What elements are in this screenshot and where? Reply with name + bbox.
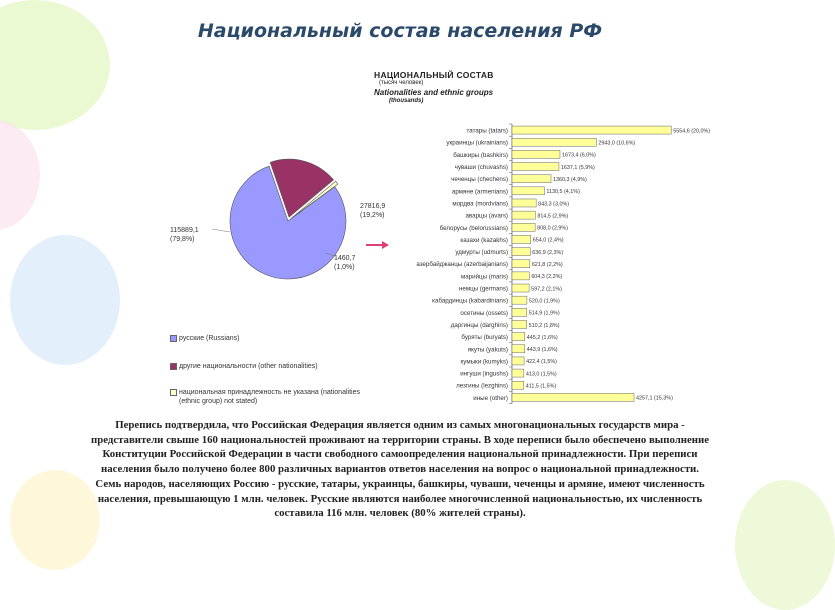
bar-21 bbox=[512, 381, 524, 389]
census-paragraph-2: Семь народов, населяющих Россию - русские, татары, украинцы, башкиры, чуваши, чеченцы и армяне, имеют численность населения, превышающую 1 млн. человек. Русские являются наиболее многочисленной национальностью, их численность составила 116 млн. человек (80% жителей страны). bbox=[95, 477, 705, 520]
bar-value-label: 1130,5 (4,1%) bbox=[546, 189, 580, 196]
bar-2 bbox=[512, 150, 560, 158]
bar-category-label: кумыки (kumyks) bbox=[460, 358, 508, 366]
bar-20 bbox=[512, 369, 524, 377]
bar-value-label: 5554,6 (20,0%) bbox=[673, 128, 711, 135]
bar-category-label: лезгины (lezghins) bbox=[456, 382, 508, 390]
bar-14 bbox=[512, 296, 527, 304]
pie-value-label: 1460,7 bbox=[334, 255, 356, 262]
bar-17 bbox=[512, 333, 525, 341]
bar-0 bbox=[512, 126, 671, 134]
bar-value-label: 1360,3 (4,9%) bbox=[552, 176, 587, 183]
bar-value-label: 445,2 (1,6%) bbox=[526, 334, 558, 341]
bar-chart-title-en: Nationalities and ethnic groups bbox=[374, 88, 494, 97]
legend-swatch-russians bbox=[170, 335, 177, 342]
bar-category-label: аварцы (avars) bbox=[465, 212, 508, 220]
decorative-balloon-green-2 bbox=[735, 480, 835, 610]
bar-category-label: мордва (mordvians) bbox=[452, 200, 508, 208]
bar-9 bbox=[512, 235, 531, 243]
bar-11 bbox=[512, 260, 530, 268]
pie-value-label: 115889,1 bbox=[170, 227, 199, 234]
bar-value-label: 4257,1 (15,3%) bbox=[636, 395, 673, 402]
bar-chart-subtitle: (тысяч человек) bbox=[379, 80, 424, 86]
legend-item-not-stated bbox=[170, 388, 380, 406]
bar-category-label: марийцы (maris) bbox=[460, 273, 508, 281]
legend-swatch-not-stated bbox=[170, 389, 177, 396]
legend-label-russians: русские (Russians) bbox=[179, 335, 240, 342]
bar-value-label: 604,3 (2,2%) bbox=[531, 274, 563, 281]
bar-chart-subtitle-en: (thousands) bbox=[389, 98, 424, 104]
bar-value-label: 510,2 (1,8%) bbox=[528, 322, 560, 329]
pie-percent-label: (79,8%) bbox=[170, 236, 195, 243]
legend-label-other: другие национальности (other nationalities) bbox=[179, 363, 318, 370]
bar-category-label: удмурты (udmurts) bbox=[455, 249, 508, 257]
pie-chart bbox=[160, 150, 390, 290]
bar-value-label: 443,9 (1,6%) bbox=[526, 347, 558, 354]
decorative-balloon-pink bbox=[0, 120, 40, 230]
legend-item-other bbox=[170, 362, 318, 371]
bar-10 bbox=[512, 248, 530, 256]
bar-value-label: 1637,1 (5,9%) bbox=[560, 164, 595, 171]
bar-category-label: башкиры (bashkirs) bbox=[453, 151, 508, 159]
legend-swatch-other bbox=[170, 363, 177, 370]
bar-5 bbox=[512, 187, 544, 195]
bar-15 bbox=[512, 308, 527, 316]
bar-value-label: 514,9 (1,9%) bbox=[528, 310, 560, 317]
decorative-balloon-blue bbox=[10, 235, 120, 365]
bar-value-label: 654,0 (2,4%) bbox=[532, 237, 564, 244]
pie-percent-label: (19,2%) bbox=[360, 212, 385, 219]
bar-category-label: армяне (armenians) bbox=[451, 188, 508, 196]
bar-19 bbox=[512, 357, 524, 365]
pie-value-label: 27816,9 bbox=[360, 203, 386, 210]
bar-category-label: казахи (kazakhs) bbox=[460, 236, 508, 244]
bar-value-label: 1673,4 (6,0%) bbox=[561, 152, 596, 159]
census-paragraph-1: Перепись подтвердила, что Российская Федерация является одним из самых многонациональных государств мира - представители свыше 160 национальностей проживают на территории страны. В ходе переписи было обеспечено выполнение Конституции Российской Федерации в части свободного самоопределения национальной принадлежности. При переписи населения было получено более 800 различных вариантов ответов населения на вопрос о национальной принадлежности. bbox=[90, 419, 709, 476]
bar-value-label: 597,2 (2,1%) bbox=[531, 286, 562, 293]
bar-value-label: 520,0 (1,9%) bbox=[528, 298, 560, 305]
bar-7 bbox=[512, 211, 535, 219]
bar-value-label: 636,9 (2,3%) bbox=[532, 249, 564, 256]
bar-category-label: белорусы (belorussians) bbox=[439, 224, 508, 232]
bar-value-label: 814,5 (2,9%) bbox=[537, 213, 569, 220]
bar-6 bbox=[512, 199, 536, 207]
bar-value-label: 621,8 (2,2%) bbox=[531, 262, 563, 269]
bar-category-label: немцы (germans) bbox=[458, 285, 508, 293]
bar-13 bbox=[512, 284, 529, 292]
bar-category-label: чеченцы (chechens) bbox=[451, 176, 508, 184]
bar-category-label: чуваши (chuvashs) bbox=[454, 164, 508, 172]
bar-value-label: 843,3 (3,0%) bbox=[538, 201, 570, 208]
bar-value-label: 808,0 (2,9%) bbox=[537, 225, 569, 232]
bar-category-label: даргинцы (darghins) bbox=[450, 321, 508, 329]
bar-category-label: якуты (yakuts) bbox=[467, 346, 508, 354]
bar-value-label: 422,4 (1,5%) bbox=[526, 359, 557, 366]
bar-12 bbox=[512, 272, 529, 280]
legend-item-russians bbox=[170, 334, 240, 343]
census-description bbox=[80, 418, 720, 521]
bar-category-label: иные (other) bbox=[473, 394, 508, 402]
bar-category-label: осетины (ossets) bbox=[460, 309, 508, 317]
bar-category-label: кабардинцы (kabardinians) bbox=[432, 297, 508, 305]
bar-category-label: ингуши (ingushs) bbox=[460, 370, 508, 378]
bar-chart-title: НАЦИОНАЛЬНЫЙ СОСТАВ bbox=[374, 70, 494, 80]
bar-category-label: украинцы (ukrainians) bbox=[446, 139, 508, 147]
bar-3 bbox=[512, 163, 559, 171]
bar-value-label: 411,5 (1,5%) bbox=[525, 383, 557, 390]
pie-leader-line bbox=[212, 229, 230, 232]
legend-label-not-stated: национальная принадлежность не указана (nationalities (ethnic group) not stated) bbox=[179, 389, 360, 405]
page-title: Национальный состав населения РФ bbox=[197, 20, 603, 42]
bar-value-label: 2943,0 (10,6%) bbox=[598, 140, 636, 147]
bar-18 bbox=[512, 345, 525, 353]
bar-1 bbox=[512, 138, 596, 146]
pie-percent-label: (1,0%) bbox=[334, 264, 355, 271]
bar-category-label: буряты (buryats) bbox=[461, 334, 508, 342]
bar-22 bbox=[512, 393, 634, 401]
bar-4 bbox=[512, 175, 551, 183]
arrow-head-icon bbox=[382, 241, 389, 249]
bar-chart bbox=[416, 118, 711, 408]
bar-category-label: азербайджанцы (azerbaijanians) bbox=[416, 261, 508, 269]
bar-value-label: 413,0 (1,5%) bbox=[525, 371, 557, 378]
bar-16 bbox=[512, 320, 527, 328]
bar-category-label: татары (tatars) bbox=[466, 127, 508, 135]
bar-8 bbox=[512, 223, 535, 231]
